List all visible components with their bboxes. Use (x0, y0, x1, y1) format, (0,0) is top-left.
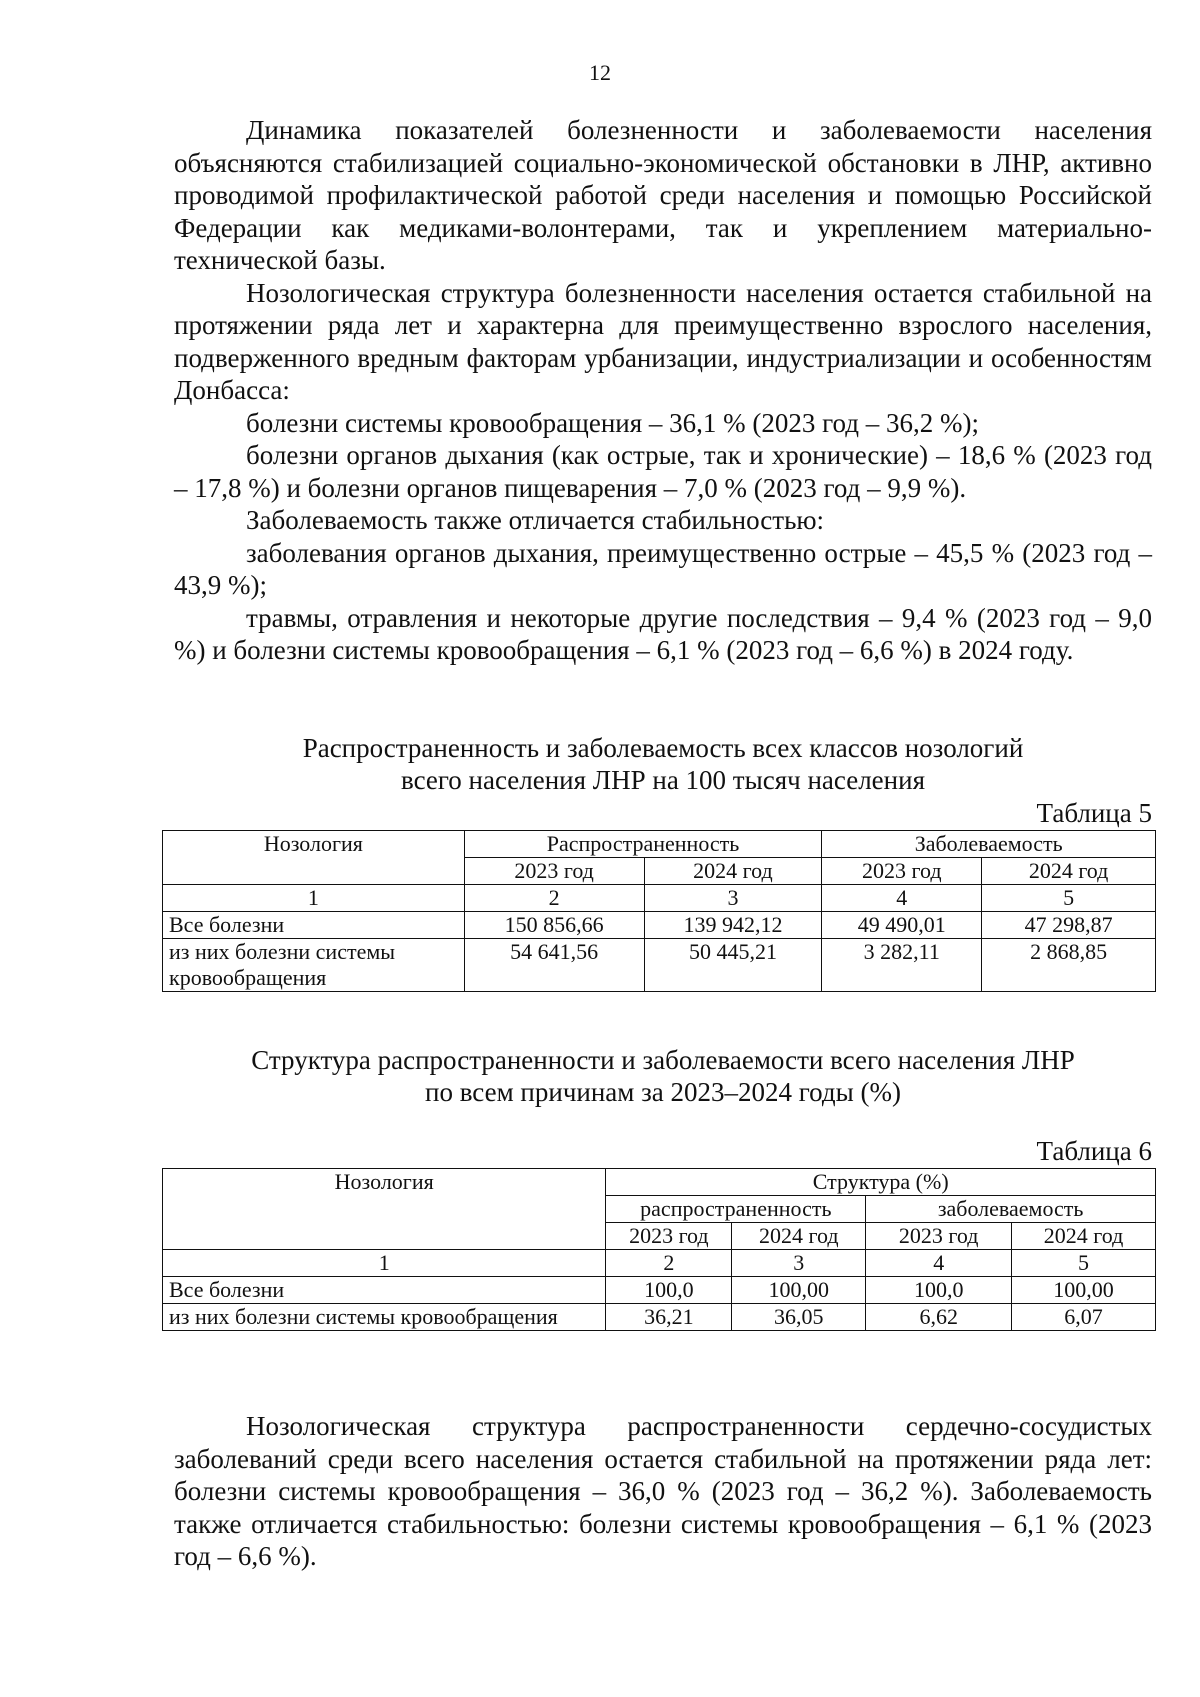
column-number-row (163, 885, 1156, 912)
table-cell: 6,07 (1012, 1304, 1156, 1331)
table-cell: 100,0 (866, 1277, 1012, 1304)
header-incidence: Заболеваемость (822, 831, 1156, 858)
table-row (163, 1277, 1156, 1304)
column-number: 3 (644, 885, 822, 912)
header-year: 2024 год (1012, 1223, 1156, 1250)
header-prevalence: Распространенность (464, 831, 822, 858)
table5-caption-line2: всего населения ЛНР на 100 тысяч населения (401, 765, 925, 795)
intro-text (174, 114, 1152, 667)
table5-label: Таблица 5 (1036, 798, 1152, 828)
paragraph: Нозологическая структура болезненности населения остается стабильной на протяжении ряда лет и характерна для преимущественно взрослого населения, подверженного вредным факторам урбанизации, индустриализации и особенностям Донбасса: (174, 277, 1152, 405)
paragraph: Нозологическая структура распространенности сердечно-сосудистых заболеваний среди всего населения остается стабильной на протяжении ряда лет: болезни системы кровообращения – 36,0 % (2023 год – 36,2 %). Заболеваемость также отличается стабильностью: болезни системы кровообращения – 6,1 % (2023 год – 6,6 %). (174, 1411, 1152, 1571)
table6-caption-line2: по всем причинам за 2023–2024 годы (%) (425, 1077, 901, 1107)
column-number: 4 (822, 885, 982, 912)
column-number-row (163, 1250, 1156, 1277)
table-cell: 100,00 (1012, 1277, 1156, 1304)
header-year: 2024 год (982, 858, 1156, 885)
table-cell: 100,0 (606, 1277, 732, 1304)
table-row (163, 912, 1156, 939)
table-cell: 139 942,12 (644, 912, 822, 939)
column-number: 4 (866, 1250, 1012, 1277)
header-structure: Структура (%) (606, 1169, 1156, 1196)
table-cell: 6,62 (866, 1304, 1012, 1331)
header-year: 2023 год (464, 858, 644, 885)
column-number: 2 (606, 1250, 732, 1277)
table-row (163, 939, 1156, 992)
header-year: 2024 год (644, 858, 822, 885)
header-year: 2023 год (866, 1223, 1012, 1250)
paragraph: Динамика показателей болезненности и заболеваемости населения объясняются стабилизацией социально-экономической обстановки в ЛНР, активно проводимой профилактической работой среди населения и помощью Российской Федерации как медиками-волонтерами, так и укреплением материально-технической базы. (174, 115, 1152, 275)
list-item: заболевания органов дыхания, преимущественно острые – 45,5 % (2023 год – 43,9 %); (174, 537, 1152, 600)
column-number: 1 (163, 1250, 606, 1277)
table-cell: 150 856,66 (464, 912, 644, 939)
table-cell: 36,21 (606, 1304, 732, 1331)
table5-caption (174, 732, 1152, 796)
table6 (162, 1168, 1156, 1331)
header-prevalence: распространенность (606, 1196, 866, 1223)
header-year: 2023 год (822, 858, 982, 885)
row-label: из них болезни системы кровообращения (163, 939, 465, 992)
list-item: болезни органов дыхания (как острые, так и хронические) – 18,6 % (2023 год – 17,8 %) и болезни органов пищеварения – 7,0 % (2023 год – 9,9 %). (174, 440, 1152, 503)
column-number: 2 (464, 885, 644, 912)
table-cell: 100,00 (732, 1277, 866, 1304)
column-number: 3 (732, 1250, 866, 1277)
header-nozology: Нозология (163, 1169, 606, 1250)
header-year: 2023 год (606, 1223, 732, 1250)
closing-text (174, 1410, 1152, 1573)
table-cell: 2 868,85 (982, 939, 1156, 992)
row-label: Все болезни (163, 1277, 606, 1304)
column-number: 5 (982, 885, 1156, 912)
header-nozology: Нозология (163, 831, 465, 885)
table-row (163, 1304, 1156, 1331)
table-cell: 47 298,87 (982, 912, 1156, 939)
table5 (162, 830, 1156, 992)
row-label: из них болезни системы кровообращения (163, 1304, 606, 1331)
table-header-row (163, 1169, 1156, 1196)
table-cell: 54 641,56 (464, 939, 644, 992)
paragraph: Заболеваемость также отличается стабильностью: (246, 505, 825, 535)
row-label: Все болезни (163, 912, 465, 939)
column-number: 1 (163, 885, 465, 912)
table6-label: Таблица 6 (1036, 1136, 1152, 1166)
table6-caption-line1: Структура распространенности и заболеваемости всего населения ЛНР (251, 1045, 1075, 1075)
table-header-row (163, 831, 1156, 858)
page-number: 12 (589, 60, 611, 85)
column-number: 5 (1012, 1250, 1156, 1277)
list-item: болезни системы кровообращения – 36,1 % (2023 год – 36,2 %); (246, 407, 979, 438)
table6-caption (174, 1044, 1152, 1108)
header-incidence: заболеваемость (866, 1196, 1156, 1223)
table-cell: 3 282,11 (822, 939, 982, 992)
table-cell: 50 445,21 (644, 939, 822, 992)
header-year: 2024 год (732, 1223, 866, 1250)
table-cell: 36,05 (732, 1304, 866, 1331)
table-cell: 49 490,01 (822, 912, 982, 939)
table5-caption-line1: Распространенность и заболеваемость всех классов нозологий (302, 733, 1024, 763)
list-item: травмы, отравления и некоторые другие последствия – 9,4 % (2023 год – 9,0 %) и болезни системы кровообращения – 6,1 % (2023 год – 6,6 %) в 2024 году. (174, 602, 1152, 665)
